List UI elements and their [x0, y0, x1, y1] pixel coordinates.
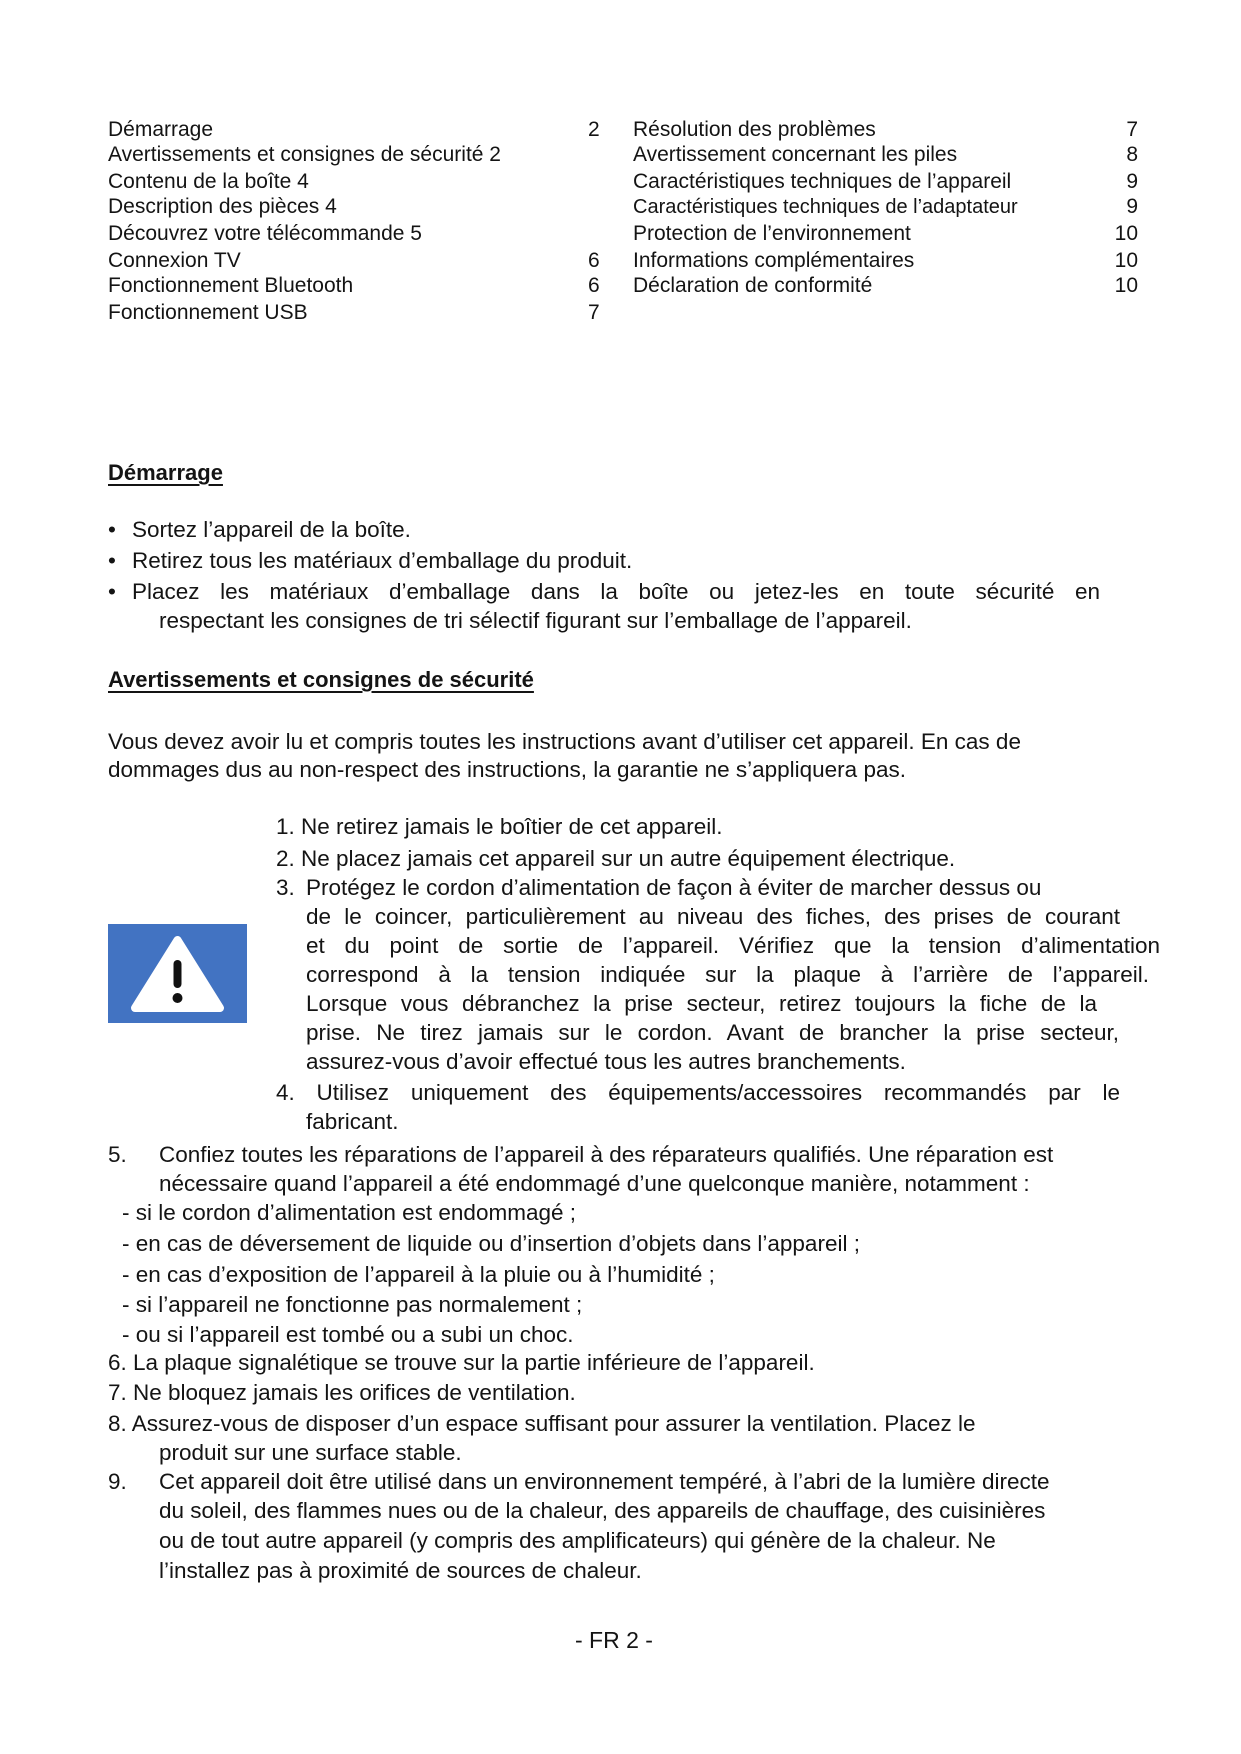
- list-item: 7. Ne bloquez jamais les orifices de ventilation.: [108, 1380, 576, 1405]
- paragraph-line: nécessaire quand l’appareil a été endommagé d’une quelconque manière, notamment :: [159, 1171, 1030, 1196]
- toc-item[interactable]: [108, 221, 608, 247]
- list-item: 1. Ne retirez jamais le boîtier de cet appareil.: [276, 814, 723, 839]
- toc-item-page: 6: [588, 249, 600, 272]
- sub-list-item: - si l’appareil ne fonctionne pas normalement ;: [122, 1292, 583, 1317]
- toc-item[interactable]: [108, 194, 608, 220]
- section-heading-demarrage: Démarrage: [108, 460, 223, 485]
- paragraph-line: dommages dus au non-respect des instructions, la garantie ne s’appliquera pas.: [108, 757, 906, 782]
- paragraph-line: Protégez le cordon d’alimentation de façon à éviter de marcher dessus ou: [306, 875, 1042, 900]
- list-item-number: 9.: [108, 1469, 127, 1494]
- paragraph-line: ou de tout autre appareil (y compris des amplificateurs) qui génère de la chaleur. Ne: [159, 1528, 996, 1553]
- toc-item-page: 6: [588, 274, 600, 297]
- sub-list-item: - en cas d’exposition de l’appareil à la pluie ou à l’humidité ;: [122, 1262, 715, 1287]
- toc-item[interactable]: [108, 169, 608, 195]
- toc-item[interactable]: [633, 248, 1138, 274]
- toc-item-label: Fonctionnement Bluetooth: [108, 274, 354, 297]
- paragraph-line: Vous devez avoir lu et compris toutes les instructions avant d’utiliser cet appareil. En cas de: [108, 729, 1021, 754]
- toc-item-label: Contenu de la boîte 4: [108, 170, 309, 193]
- sub-list-item: - ou si l’appareil est tombé ou a subi un choc.: [122, 1322, 574, 1347]
- section-heading-safety: Avertissements et consignes de sécurité: [108, 667, 534, 692]
- toc-item-label: Déclaration de conformité: [633, 274, 873, 297]
- toc-item-label: Protection de l’environnement: [633, 222, 911, 245]
- paragraph-line: Confiez toutes les réparations de l’appareil à des réparateurs qualifiés. Une réparation est: [159, 1142, 1054, 1167]
- toc-item-label: Avertissements et consignes de sécurité 2: [108, 143, 501, 166]
- toc-item-page: 10: [1114, 222, 1138, 245]
- list-item: 4. Utilisez uniquement des équipements/accessoires recommandés par le: [276, 1080, 1120, 1105]
- page-number: - FR 2 -: [575, 1627, 653, 1653]
- toc-item-label: Description des pièces 4: [108, 195, 337, 218]
- warning-triangle-icon: [108, 924, 247, 1023]
- bullet-icon: •: [108, 517, 116, 542]
- list-item: Sortez l’appareil de la boîte.: [132, 517, 411, 542]
- toc-item-page: 10: [1114, 249, 1138, 272]
- paragraph-line: l’installez pas à proximité de sources de chaleur.: [159, 1558, 642, 1583]
- toc-item-label: Découvrez votre télécommande 5: [108, 222, 422, 245]
- toc-item-label: Fonctionnement USB: [108, 301, 308, 324]
- toc-item-label: Résolution des problèmes: [633, 118, 876, 141]
- toc-item[interactable]: [108, 142, 608, 168]
- toc-item[interactable]: [108, 117, 608, 143]
- list-item-continuation: produit sur une surface stable.: [159, 1440, 462, 1465]
- toc-item[interactable]: [633, 169, 1138, 195]
- list-item-number: 5.: [108, 1142, 127, 1167]
- list-item: [306, 873, 1166, 1076]
- toc-item-label: Caractéristiques techniques de l’appareil: [633, 170, 1012, 193]
- toc-item-page: 8: [1126, 143, 1138, 166]
- toc-item-page: 10: [1114, 274, 1138, 297]
- toc-item[interactable]: [633, 142, 1138, 168]
- toc-item-label: Démarrage: [108, 118, 214, 141]
- paragraph-line: assurez-vous d’avoir effectué tous les autres branchements.: [306, 1049, 906, 1074]
- toc-item-page: 7: [1126, 118, 1138, 141]
- toc-item-page: 9: [1126, 195, 1138, 218]
- toc-item[interactable]: [633, 273, 1138, 299]
- paragraph-line: et du point de sortie de l’appareil. Vérifiez que la tension d’alimentation: [306, 933, 1160, 958]
- toc-item-label: Informations complémentaires: [633, 249, 915, 272]
- paragraph-line: prise. Ne tirez jamais sur le cordon. Avant de brancher la prise secteur,: [306, 1020, 1119, 1045]
- toc-item[interactable]: [108, 273, 608, 299]
- sub-list-item: - en cas de déversement de liquide ou d’insertion d’objets dans l’appareil ;: [122, 1231, 860, 1256]
- paragraph-line: correspond à la tension indiquée sur la plaque à l’arrière de l’appareil.: [306, 962, 1149, 987]
- toc-item-page: 2: [588, 118, 600, 141]
- list-item: 2. Ne placez jamais cet appareil sur un autre équipement électrique.: [276, 846, 956, 871]
- toc-item-page: 7: [588, 301, 600, 324]
- list-item-continuation: fabricant.: [306, 1109, 399, 1134]
- list-item: 6. La plaque signalétique se trouve sur la partie inférieure de l’appareil.: [108, 1350, 815, 1375]
- paragraph-line: de le coincer, particulièrement au niveau des fiches, des prises de courant: [306, 904, 1120, 929]
- paragraph-line: Cet appareil doit être utilisé dans un environnement tempéré, à l’abri de la lumière directe: [159, 1469, 1050, 1494]
- paragraph-line: du soleil, des flammes nues ou de la chaleur, des appareils de chauffage, des cuisinières: [159, 1498, 1046, 1523]
- paragraph-line: Lorsque vous débranchez la prise secteur, retirez toujours la fiche de la: [306, 991, 1097, 1016]
- toc-item[interactable]: [108, 300, 608, 326]
- toc-item[interactable]: [633, 194, 1138, 220]
- list-item-number: 3.: [276, 875, 295, 900]
- list-item: 8. Assurez-vous de disposer d’un espace suffisant pour assurer la ventilation. Placez le: [108, 1411, 976, 1436]
- bullet-icon: •: [108, 548, 116, 573]
- toc-item[interactable]: [633, 221, 1138, 247]
- list-item: Retirez tous les matériaux d’emballage du produit.: [132, 548, 633, 573]
- sub-list-item: - si le cordon d’alimentation est endommagé ;: [122, 1200, 576, 1225]
- toc-item-label: Caractéristiques techniques de l’adaptateur: [633, 196, 1018, 218]
- list-item: Placez les matériaux d’emballage dans la boîte ou jetez-les en toute sécurité en: [132, 579, 1100, 604]
- bullet-icon: •: [108, 579, 116, 604]
- toc-item-label: Connexion TV: [108, 249, 241, 272]
- list-item-continuation: respectant les consignes de tri sélectif figurant sur l’emballage de l’appareil.: [159, 608, 912, 633]
- toc-item-label: Avertissement concernant les piles: [633, 143, 958, 166]
- toc-item[interactable]: [108, 248, 608, 274]
- toc-item[interactable]: [633, 117, 1138, 143]
- toc-item-page: 9: [1126, 170, 1138, 193]
